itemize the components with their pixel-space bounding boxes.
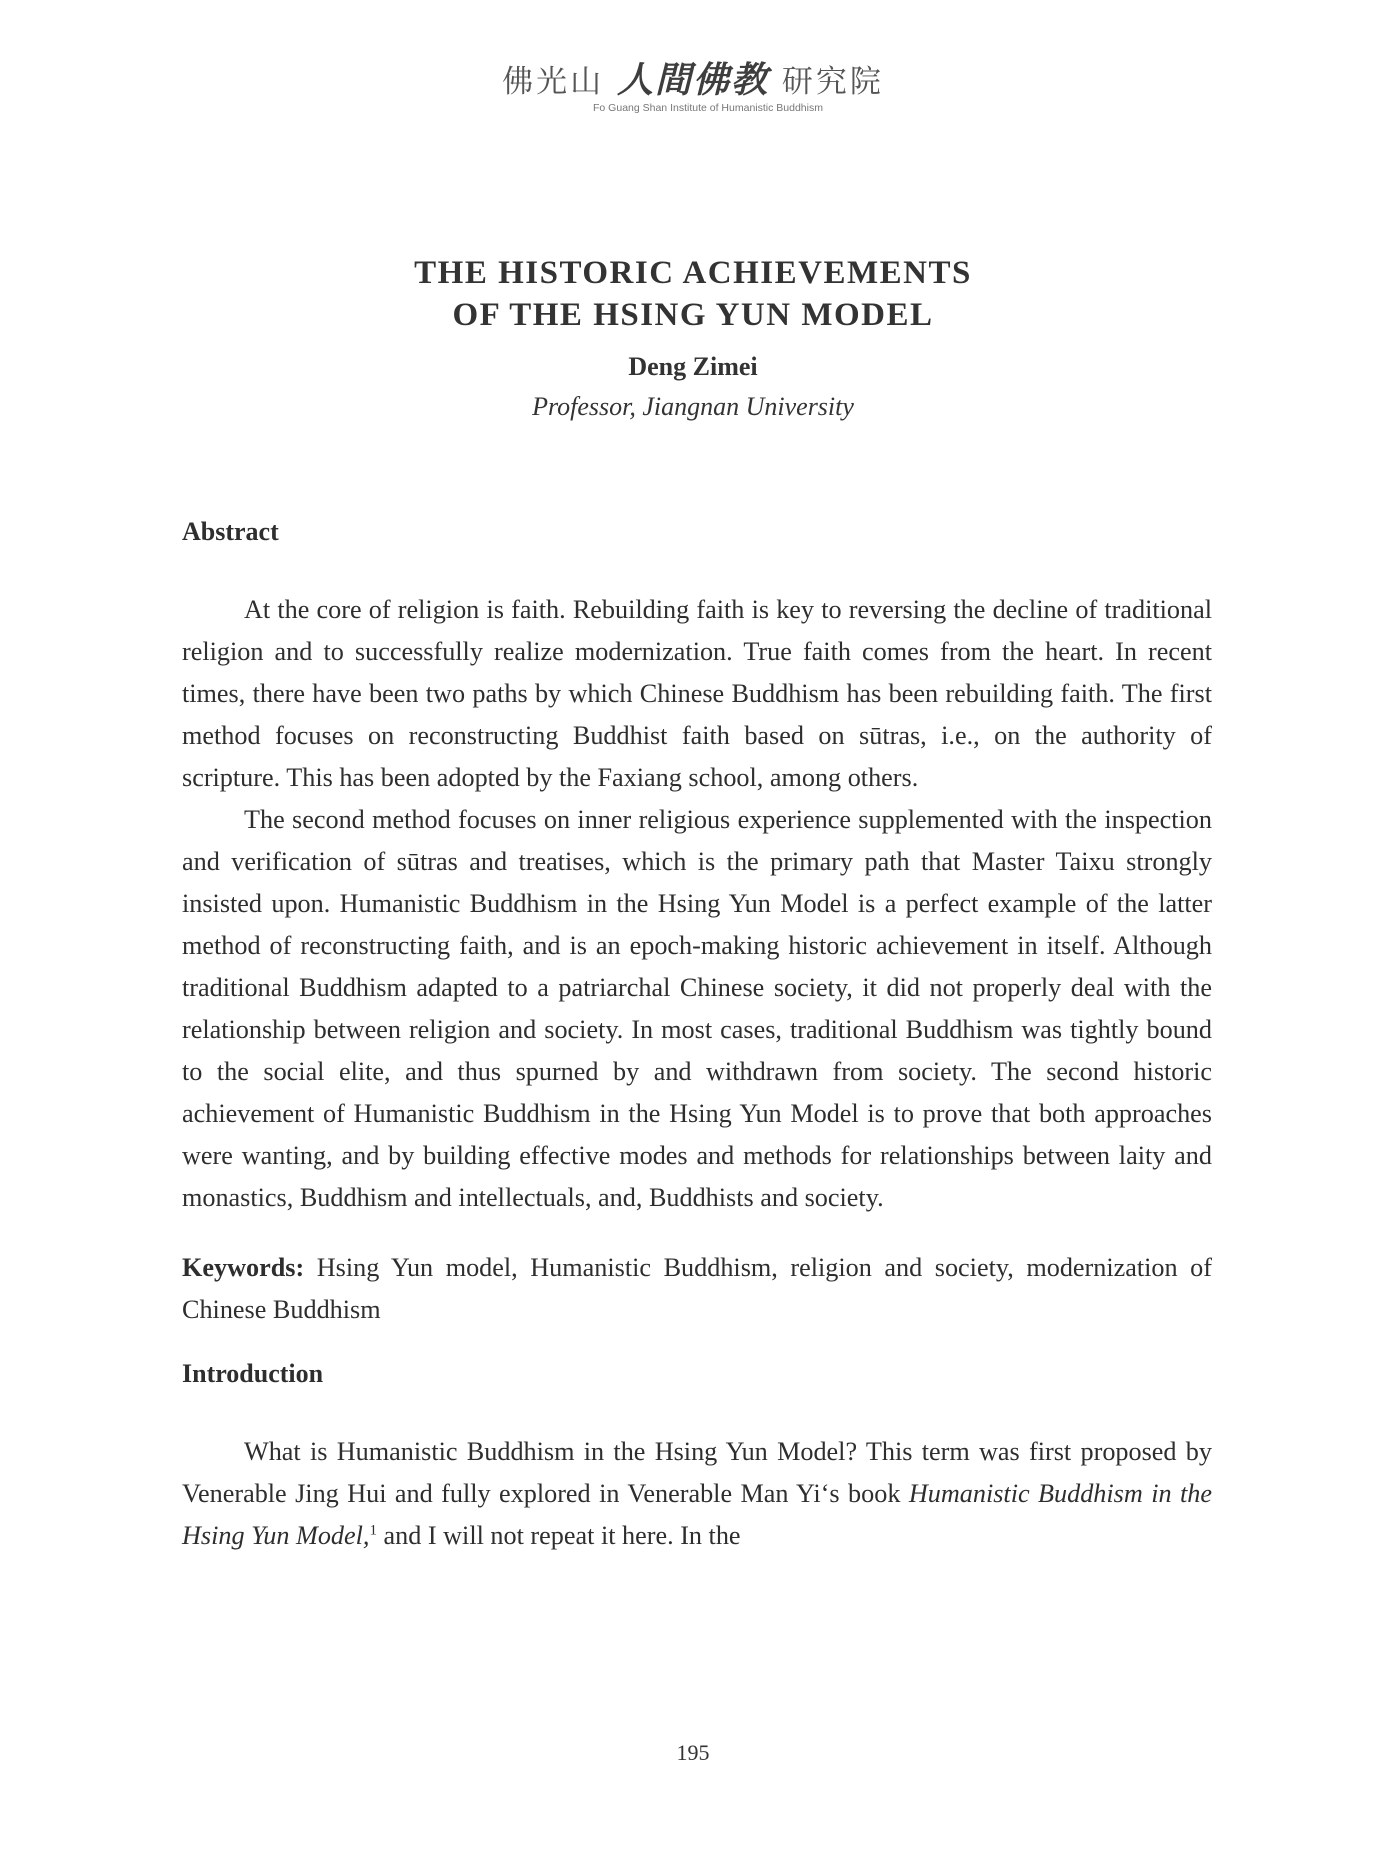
abstract-heading: Abstract	[182, 517, 279, 546]
article-title-block	[0, 252, 1386, 424]
keywords-label: Keywords:	[182, 1253, 305, 1282]
page-number: 195	[676, 1740, 710, 1765]
institute-logo	[0, 59, 1386, 101]
page-header	[0, 59, 1386, 114]
article-body	[182, 515, 1212, 1557]
logo-suffix: 研究院	[781, 64, 884, 100]
institute-english-name: Fo Guang Shan Institute of Humanistic Buddhism	[593, 102, 823, 114]
author-name: Deng Zimei	[628, 352, 758, 381]
author-affiliation: Professor, Jiangnan University	[532, 392, 854, 421]
footnote-marker: 1	[369, 1522, 377, 1539]
logo-calligraphy: 人間佛教	[616, 59, 769, 101]
keywords	[182, 1247, 1212, 1331]
keywords-text: Hsing Yun model, Humanistic Buddhism, religion and society, modernization of Chinese Buddhism	[182, 1253, 1212, 1324]
book-title: Humanistic Buddhism in the Hsing Yun Model,	[182, 1479, 1213, 1550]
introduction-heading: Introduction	[182, 1359, 324, 1388]
intro-text-1: What is Humanistic Buddhism in the Hsing Yun Model? This term was first proposed by Venerable Jing Hui and fully explored in Venerable Man Yi‘s book	[182, 1437, 1212, 1508]
article-title	[0, 252, 1386, 336]
intro-text-2: and I will not repeat it here. In the	[376, 1521, 741, 1550]
logo-prefix: 佛光山	[502, 64, 605, 100]
title-line-2: OF THE HSING YUN MODEL	[452, 297, 934, 333]
title-line-1: THE HISTORIC ACHIEVEMENTS	[414, 255, 972, 291]
introduction-paragraph	[182, 1431, 1212, 1557]
abstract-paragraph-1: At the core of religion is faith. Rebuilding faith is key to reversing the decline of traditional religion and to successfully realize modernization. True faith comes from the heart. In recent times, there have been two paths by which Chinese Buddhism has been rebuilding faith. The first method focuses on reconstructing Buddhist faith based on sūtras, i.e., on the authority of scripture. This has been adopted by the Faxiang school, among others.	[182, 595, 1212, 792]
abstract-paragraph-2: The second method focuses on inner religious experience supplemented with the inspection and verification of sūtras and treatises, which is the primary path that Master Taixu strongly insisted upon. Humanistic Buddhism in the Hsing Yun Model is a perfect example of the latter method of reconstructing faith, and is an epoch-making historic achievement in itself. Although traditional Buddhism adapted to a patriarchal Chinese society, it did not properly deal with the relationship between religion and society. In most cases, traditional Buddhism was tightly bound to the social elite, and thus spurned by and withdrawn from society. The second historic achievement of Humanistic Buddhism in the Hsing Yun Model is to prove that both approaches were wanting, and by building effective modes and methods for relationships between laity and monastics, Buddhism and intellectuals, and, Buddhists and society.	[182, 805, 1212, 1212]
